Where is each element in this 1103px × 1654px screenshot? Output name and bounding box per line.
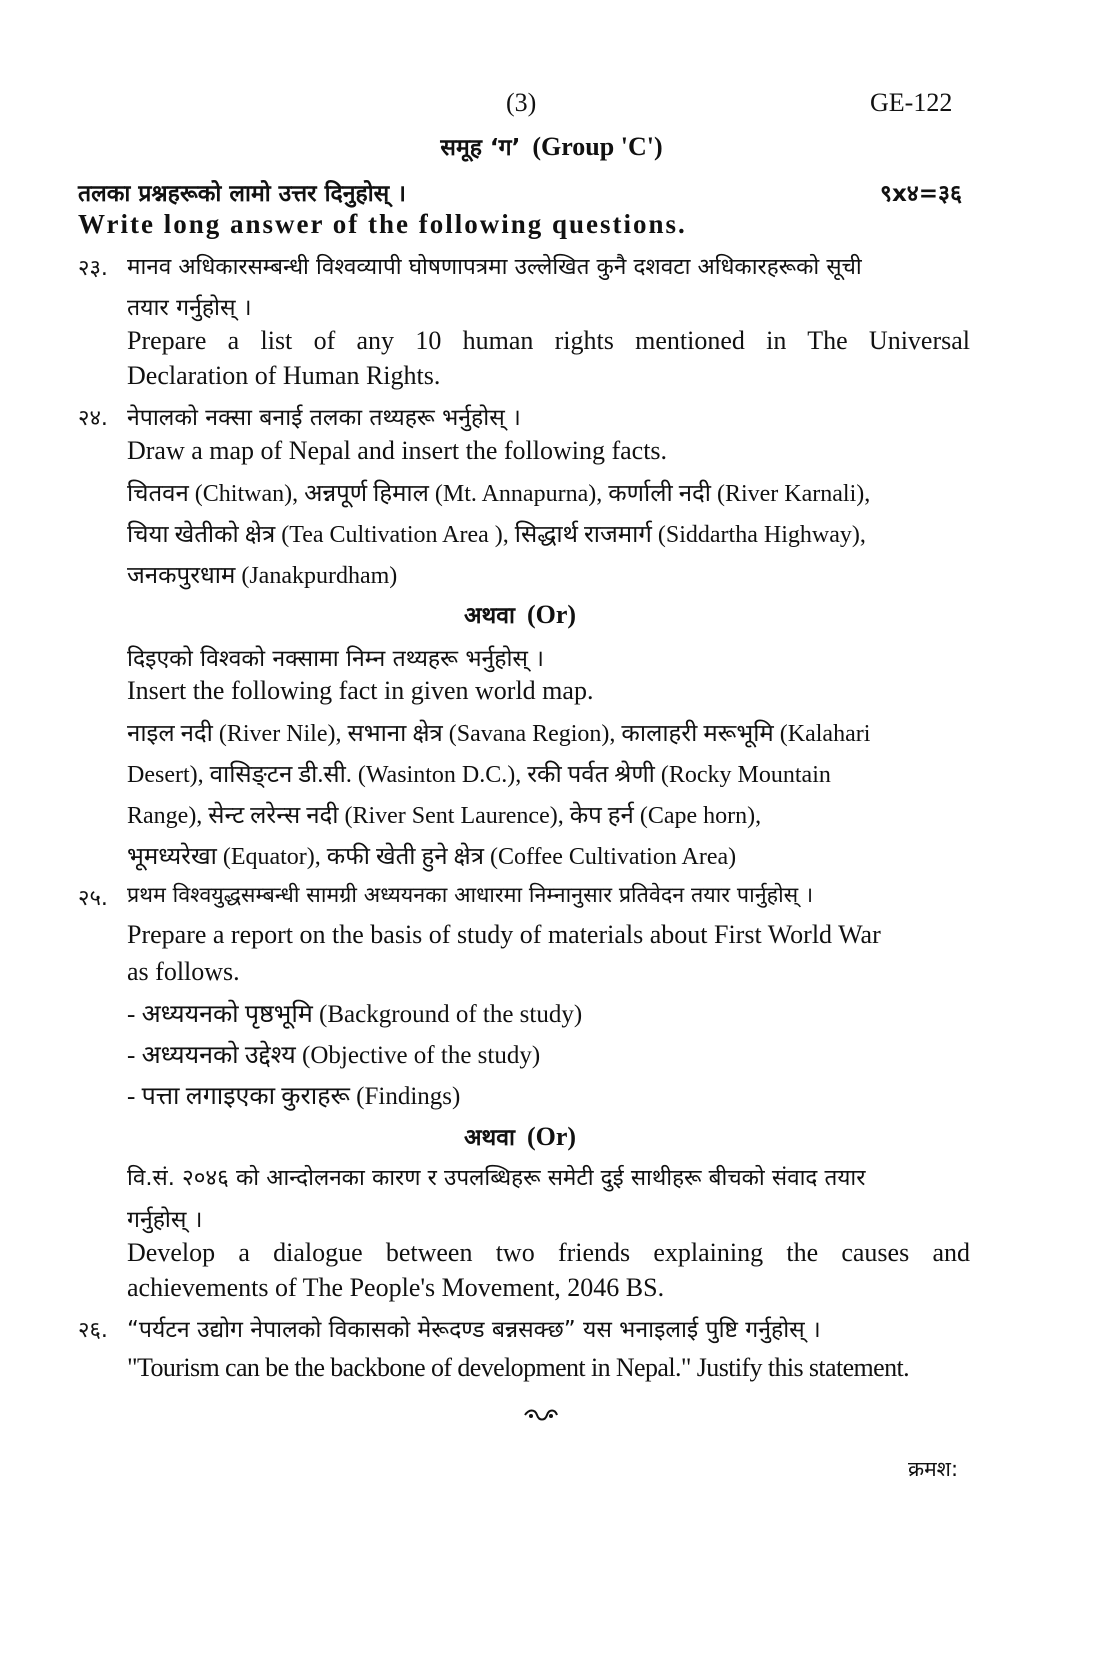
continued-label: क्रमश: — [908, 1457, 959, 1481]
q23-np-line1: मानव अधिकारसम्बन्धी विश्वव्यापी घोषणापत्रमा उल्लेखित कुनै दशवटा अधिकारहरूको सूची — [127, 254, 862, 280]
q24-alt-line4: भूमध्यरेखा (Equator), कफी खेती हुने क्षेत्र (Coffee Cultivation Area) — [127, 844, 737, 870]
q24-np-line1: नेपालको नक्सा बनाई तलका तथ्यहरू भर्नुहोस् । — [127, 405, 521, 431]
group-title-np: समूह ‘ग’ — [440, 135, 521, 161]
q25-en-line2: as follows. — [127, 957, 240, 986]
q26-np-line1: “पर्यटन उद्योग नेपालको विकासको मेरूदण्ड बन्नसक्छ” यस भनाइलाई पुष्टि गर्नुहोस् । — [127, 1317, 821, 1343]
q25-en-line1: Prepare a report on the basis of study of materials about First World War — [127, 920, 881, 949]
q24-alt-line1: नाइल नदी (River Nile), सभाना क्षेत्र (Savana Region), कालाहरी मरूभूमि (Kalahari — [127, 721, 871, 747]
list-item: - अध्ययनको पृष्ठभूमि (Background of the study) — [127, 1001, 583, 1028]
q25-alt-np-line2: गर्नुहोस् । — [127, 1207, 203, 1233]
question-number: २६. — [78, 1318, 108, 1343]
or-np: अथवा — [463, 603, 515, 629]
q24-alt-np: दिइएको विश्वको नक्सामा निम्न तथ्यहरू भर्नुहोस् । — [127, 646, 544, 672]
marks: ९x४=३६ — [880, 181, 962, 207]
ornament-icon — [523, 1408, 559, 1427]
or-np: अथवा — [463, 1125, 515, 1151]
q24-alt-line3: Range), सेन्ट लरेन्स नदी (River Sent Laurence), केप हर्न (Cape horn), — [127, 803, 762, 829]
or-divider — [0, 1120, 1040, 1152]
list-item: - पत्ता लगाइएका कुराहरू (Findings) — [127, 1083, 461, 1110]
q24-facts-line2: चिया खेतीको क्षेत्र (Tea Cultivation Area ), सिद्धार्थ राजमार्ग (Siddartha Highway), — [127, 522, 866, 548]
instruction-en: Write long answer of the following questions. — [78, 209, 687, 239]
q23-en-line2: Declaration of Human Rights. — [127, 361, 441, 390]
q24-alt-en: Insert the following fact in given world map. — [127, 676, 594, 705]
q25-alt-np-line1: वि.सं. २०४६ को आन्दोलनका कारण र उपलब्धिहरू समेटी दुई साथीहरू बीचको संवाद तयार — [127, 1165, 866, 1191]
instruction-np: तलका प्रश्नहरूको लामो उत्तर दिनुहोस् । — [78, 181, 406, 207]
q24-facts-line1: चितवन (Chitwan), अन्नपूर्ण हिमाल (Mt. Annapurna), कर्णाली नदी (River Karnali), — [127, 481, 871, 507]
question-number: २५. — [78, 886, 108, 911]
q25-np-line1: प्रथम विश्वयुद्धसम्बन्धी सामग्री अध्ययनका आधारमा निम्नानुसार प्रतिवेदन तयार पार्नुहोस् । — [127, 883, 814, 908]
q25-alt-en-line2: achievements of The People's Movement, 2046 BS. — [127, 1273, 665, 1302]
q23-en-line1: Prepare a list of any 10 human rights mentioned in The Universal — [127, 326, 970, 355]
group-title — [0, 130, 1103, 162]
q26-en-line1: "Tourism can be the backbone of development in Nepal." Justify this statement. — [127, 1353, 910, 1382]
q23-np-line2: तयार गर्नुहोस् । — [127, 295, 252, 321]
list-item: - अध्ययनको उद्देश्य (Objective of the study) — [127, 1042, 541, 1069]
paper-code: GE-122 — [870, 88, 953, 117]
group-title-en: (Group 'C') — [532, 132, 663, 161]
question-number: २३. — [78, 256, 108, 281]
or-en: (Or) — [526, 600, 577, 629]
or-en: (Or) — [526, 1122, 577, 1151]
q24-en-line1: Draw a map of Nepal and insert the following facts. — [127, 436, 668, 465]
question-number: २४. — [78, 406, 108, 431]
q25-alt-en-line1: Develop a dialogue between two friends explaining the causes and — [127, 1238, 970, 1267]
q24-facts-line3: जनकपुरधाम (Janakpurdham) — [127, 563, 398, 589]
or-divider — [0, 598, 1040, 630]
q24-alt-line2: Desert), वासिङ्टन डी.सी. (Wasinton D.C.), रकी पर्वत श्रेणी (Rocky Mountain — [127, 762, 831, 788]
page-number: (3) — [506, 88, 537, 117]
